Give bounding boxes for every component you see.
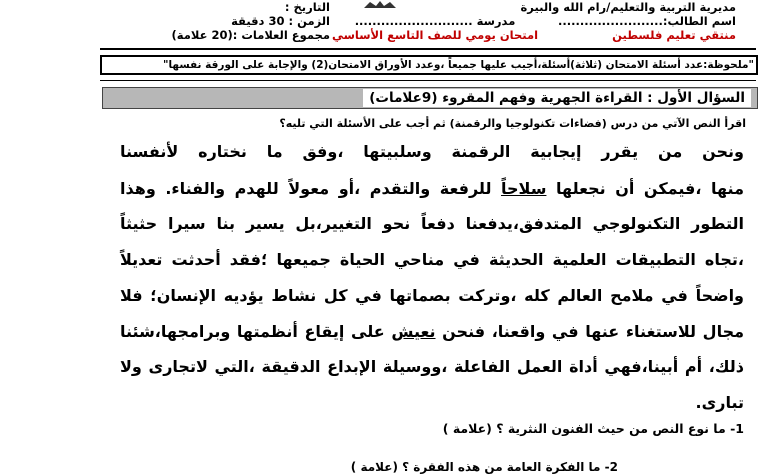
underlined-word-naeesh: نعيش — [391, 322, 436, 341]
time-row — [170, 14, 330, 28]
passage-line-5: واضحاً في ملامح العالم كله ،وتركت بصماتها في كل نشاط يؤديه الإنسان؛ فلا — [120, 286, 744, 305]
passage-line-8: تبارى. — [695, 393, 744, 412]
ministry-name: مديرية التربية والتعليم/رام الله والبيرة — [520, 0, 736, 14]
note-divider — [100, 80, 756, 81]
sub-question-2: 2- ما الفكرة العامة من هذه الفقرة ؟ (علامة ) — [350, 460, 618, 474]
time-label: الزمن : — [288, 14, 330, 28]
passage-line-1: ونحن من يقرر إيجابية الرقمنة وسلبيتها ،وفق ما نختاره لأنفسنا — [120, 142, 744, 161]
header-center — [320, 14, 550, 42]
passage-line-7: ذلك، أم أبينا،فهي أداة العمل الفاعلة ،ووسيلة الإبداع الدقيقة ،التي لاتجارى ولا — [120, 357, 744, 376]
header-divider — [100, 48, 756, 50]
passage-line-6-start: مجال للاستغناء عنها في واقعنا، فنحن — [435, 322, 745, 341]
time-value: 30 دقيقة — [231, 14, 285, 28]
total-marks: مجموع العلامات :(20 علامة) — [171, 28, 330, 42]
header-left — [170, 0, 330, 42]
question-1-header — [102, 87, 758, 109]
emblem-icon — [362, 0, 398, 9]
question-1-intro: اقرأ النص الآتي من درس (فضاءات تكنولوجيا والرقمنة) ثم أجب على الأسئلة التي تليه؟ — [279, 117, 746, 130]
question-1-title: السؤال الأول : القراءة الجهرية وفهم المقروء — [442, 90, 745, 106]
sub-question-1: 1- ما نوع النص من حيث الفنون النثرية ؟ (علامة ) — [442, 421, 744, 436]
passage-line-6-end: على إيقاع أنظمتها وبرامجها،شئنا — [120, 322, 392, 341]
passage-line-2-end: للرفعة والتقدم ،أو معولاً للهدم والفناء. وهذا — [120, 179, 502, 198]
passage-line-3: التطور التكنولوجي المتدفق،يدفعنا دفعاً نحو التغيير،بل يسير بنا سيرا حثيثاً — [120, 214, 744, 233]
question-1-marks: (9علامات) — [369, 90, 438, 106]
date-label: التاريخ : — [284, 0, 330, 14]
passage-line-2 — [120, 179, 744, 198]
underlined-word-silah: سلاحاً — [501, 179, 547, 198]
region-label: منتقي تعليم فلسطين — [612, 28, 736, 42]
school-label: مدرسة ........................... — [354, 14, 516, 28]
passage-line-2-start: منها ،فيمكن أن نجعلها — [546, 179, 744, 198]
exam-note: "ملحوظة:عدد أسئلة الامتحان (ثلاثة)أسئلة،أجيب عليها جميعاً ،وعدد الأوراق الامتحان(2) والإجابة على الورقة نفسها" — [100, 55, 758, 75]
question-1-title-box — [363, 89, 751, 107]
passage-line-6 — [120, 322, 744, 341]
student-name-label: اسم الطالب:........................ — [558, 14, 736, 28]
exam-title: امتحان يومي للصف التاسع الأساسي — [331, 28, 539, 42]
passage-line-4: ،تجاه التطبيقات العلمية الحديثة في مناحي الحياة جميعها ؛فقد أحدثت تعديلاً — [120, 250, 744, 269]
